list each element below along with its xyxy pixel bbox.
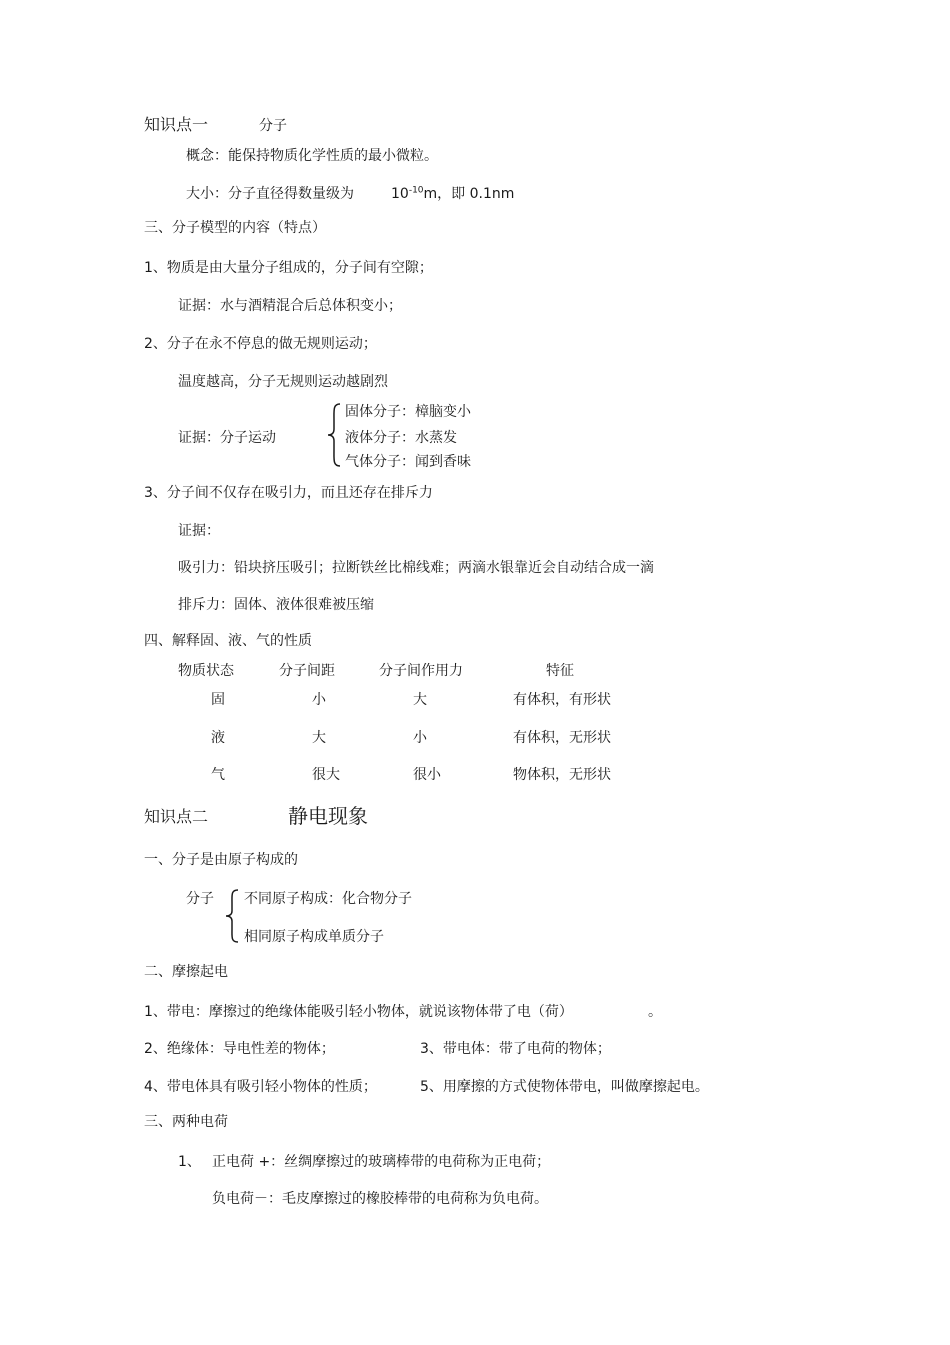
section3-liquid: 液体分子：水蒸发 — [345, 430, 457, 446]
section3-point2-evidence-label: 证据：分子运动 — [178, 430, 276, 446]
kp2-negative-charge: 负电荷－：毛皮摩擦过的橡胶棒带的电荷称为负电荷。 — [212, 1191, 548, 1207]
section3-solid: 固体分子：樟脑变小 — [345, 404, 471, 420]
left-brace-icon — [224, 888, 240, 944]
table-cell: 物体积，无形状 — [513, 767, 611, 783]
section3-point3-evidence: 证据： — [178, 523, 220, 539]
kp2-section1-label: 分子 — [186, 891, 214, 907]
section4-heading: 四、解释固、液、气的性质 — [144, 633, 312, 649]
table-cell: 很大 — [312, 767, 340, 783]
kp2-section2-point1-end: 。 — [648, 1004, 662, 1020]
table-cell: 小 — [413, 730, 427, 746]
kp2-section3-number: 1、 — [178, 1154, 201, 1170]
table-header-feature: 特征 — [546, 663, 574, 679]
section3-gas: 气体分子：闻到香味 — [345, 454, 471, 470]
kp2-subject: 静电现象 — [288, 804, 368, 828]
kp2-positive-charge: 正电荷 +：丝绸摩擦过的玻璃棒带的电荷称为正电荷； — [212, 1154, 551, 1170]
kp1-size-value: $10^{-10}m$，即 0.1nm — [391, 185, 515, 202]
table-cell: 有体积，有形状 — [513, 692, 611, 708]
section3-heading: 三、分子模型的内容（特点） — [144, 220, 326, 236]
kp2-title: 知识点二 — [144, 807, 209, 826]
kp2-section1-item1: 不同原子构成：化合物分子 — [244, 891, 412, 907]
section3-point2-temperature: 温度越高，分子无规则运动越剧烈 — [178, 374, 388, 390]
kp2-section2-point3: 3、带电体：带了电荷的物体； — [420, 1041, 611, 1057]
kp1-size-label: 大小：分子直径得数量级为 — [186, 186, 354, 202]
kp2-section2-point2: 2、绝缘体：导电性差的物体； — [144, 1041, 335, 1057]
table-cell: 固 — [211, 692, 225, 708]
left-brace-icon — [326, 402, 342, 468]
section3-point1: 1、物质是由大量分子组成的，分子间有空隙； — [144, 260, 433, 276]
section3-point2: 2、分子在永不停息的做无规则运动； — [144, 336, 377, 352]
section3-point3: 3、分子间不仅存在吸引力，而且还存在排斥力 — [144, 485, 433, 501]
kp1-concept: 概念：能保持物质化学性质的最小微粒。 — [186, 148, 438, 164]
kp1-subject: 分子 — [259, 118, 287, 134]
kp2-section3-heading: 三、两种电荷 — [144, 1114, 228, 1130]
table-cell: 有体积，无形状 — [513, 730, 611, 746]
kp2-section2-point4: 4、带电体具有吸引轻小物体的性质； — [144, 1079, 377, 1095]
section3-attraction: 吸引力：铅块挤压吸引；拉断铁丝比棉线难；两滴水银靠近会自动结合成一滴 — [178, 560, 654, 576]
kp2-section2-heading: 二、摩擦起电 — [144, 964, 228, 980]
table-header-distance: 分子间距 — [279, 663, 335, 679]
table-cell: 气 — [211, 767, 225, 783]
table-cell: 大 — [413, 692, 427, 708]
table-cell: 液 — [211, 730, 225, 746]
table-header-state: 物质状态 — [178, 663, 234, 679]
table-cell: 小 — [312, 692, 326, 708]
section3-point1-evidence: 证据：水与酒精混合后总体积变小； — [178, 298, 402, 314]
kp2-section2-point5: 5、用摩擦的方式使物体带电，叫做摩擦起电。 — [420, 1079, 709, 1095]
kp1-title: 知识点一 — [144, 115, 209, 134]
kp2-section1-heading: 一、分子是由原子构成的 — [144, 852, 298, 868]
section3-repulsion: 排斥力：固体、液体很难被压缩 — [178, 597, 374, 613]
kp2-section1-item2: 相同原子构成单质分子 — [244, 929, 384, 945]
table-header-force: 分子间作用力 — [379, 663, 463, 679]
table-cell: 大 — [312, 730, 326, 746]
table-cell: 很小 — [413, 767, 441, 783]
kp2-section2-point1: 1、带电：摩擦过的绝缘体能吸引轻小物体，就说该物体带了电（荷） — [144, 1004, 573, 1020]
